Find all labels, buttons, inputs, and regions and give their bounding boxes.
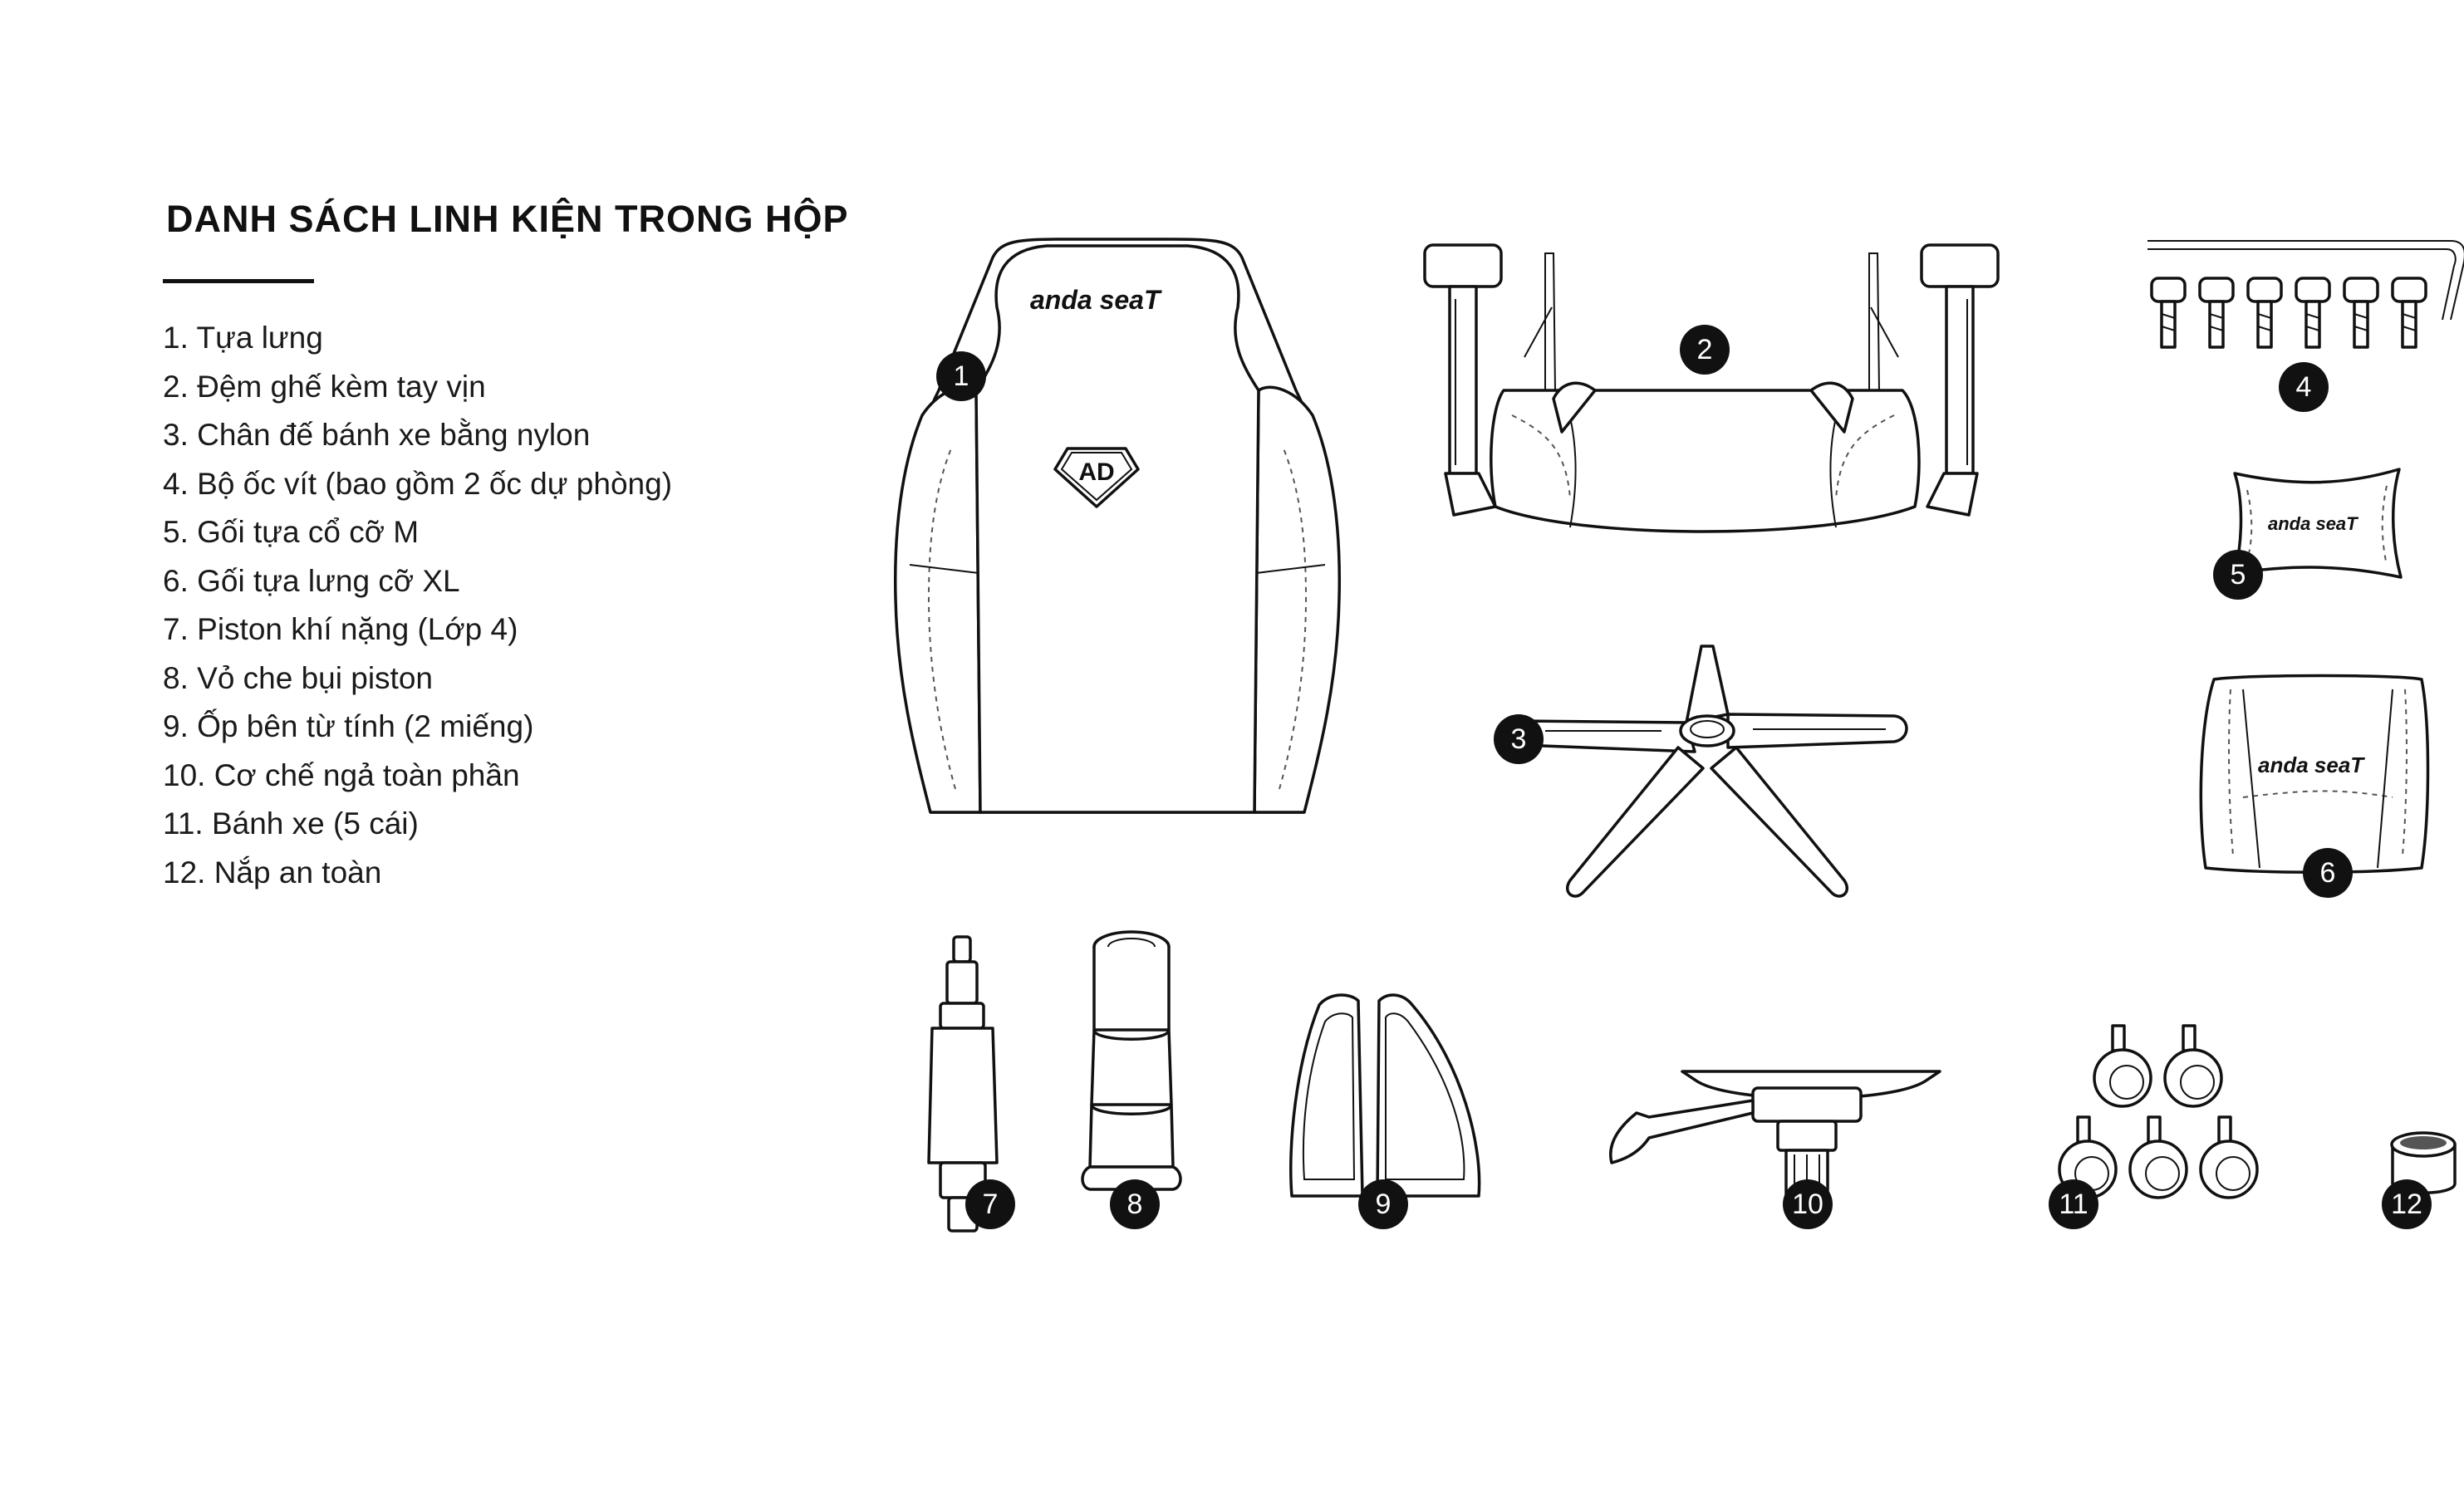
parts-list-item: 8. Vỏ che bụi piston xyxy=(163,660,433,695)
svg-text:1: 1 xyxy=(953,360,969,392)
svg-text:8: 8 xyxy=(1126,1189,1143,1220)
magnetic-side-covers-illustration xyxy=(1291,995,1480,1196)
screw xyxy=(2393,278,2426,347)
parts-list-item: 7. Piston khí nặng (Lớp 4) xyxy=(163,612,518,646)
parts-list-item: 11. Bánh xe (5 cái) xyxy=(163,806,419,841)
svg-text:9: 9 xyxy=(1375,1189,1392,1220)
caster xyxy=(2094,1026,2151,1106)
badge-1 xyxy=(936,351,986,401)
badge-8 xyxy=(1110,1179,1160,1229)
svg-text:10: 10 xyxy=(1792,1189,1823,1220)
wheelbase-illustration xyxy=(1508,644,1907,896)
caster xyxy=(2165,1026,2221,1106)
svg-text:6: 6 xyxy=(2319,857,2336,889)
badge-12 xyxy=(2382,1179,2432,1229)
parts-list-item: 4. Bộ ốc vít (bao gồm 2 ốc dự phòng) xyxy=(163,466,673,501)
seat-with-armrests-illustration xyxy=(1425,245,1998,532)
piston-cover-illustration xyxy=(1082,932,1180,1189)
screw xyxy=(2200,278,2233,347)
svg-text:3: 3 xyxy=(1510,723,1527,755)
neck-pillow-illustration xyxy=(2235,469,2401,577)
screw xyxy=(2344,278,2378,347)
parts-list-item: 1. Tựa lưng xyxy=(163,321,323,355)
screw xyxy=(2296,278,2329,347)
brand-logo-backrest: anda seaT xyxy=(1030,285,1161,315)
badge-10 xyxy=(1783,1179,1833,1229)
badge-2 xyxy=(1680,325,1730,375)
parts-list-item: 10. Cơ chế ngả toàn phần xyxy=(163,757,520,792)
svg-text:2: 2 xyxy=(1696,334,1713,365)
caster xyxy=(2130,1117,2187,1198)
svg-text:11: 11 xyxy=(2059,1189,2089,1220)
parts-list-item: 9. Ốp bên từ tính (2 miếng) xyxy=(163,709,534,743)
badge-11 xyxy=(2049,1179,2098,1229)
caster xyxy=(2201,1117,2257,1198)
badge-3 xyxy=(1494,714,1544,764)
parts-list-item: 5. Gối tựa cổ cỡ M xyxy=(163,515,420,549)
svg-text:4: 4 xyxy=(2295,371,2312,403)
screw xyxy=(2248,278,2281,347)
svg-text:AD: AD xyxy=(1078,458,1115,486)
parts-list-item: 12. Nắp an toàn xyxy=(163,855,382,890)
backrest-illustration xyxy=(896,239,1340,812)
screw xyxy=(2152,278,2185,347)
page-title: DANH SÁCH LINH KIỆN TRONG HỘP xyxy=(166,198,849,240)
brand-logo-neck-pillow: anda seaT xyxy=(2268,513,2358,534)
casters-illustration xyxy=(2059,1026,2257,1198)
tilt-mechanism-illustration xyxy=(1611,1071,1940,1196)
parts-list-item: 3. Chân đế bánh xe bằng nylon xyxy=(163,418,591,452)
parts-list-item: 6. Gối tựa lưng cỡ XL xyxy=(163,563,460,598)
svg-text:12: 12 xyxy=(2391,1189,2422,1220)
badge-5 xyxy=(2213,550,2263,600)
badge-4 xyxy=(2279,362,2329,412)
parts-list-item: 2. Đệm ghế kèm tay vịn xyxy=(163,369,486,404)
badge-9 xyxy=(1358,1179,1408,1229)
svg-text:7: 7 xyxy=(982,1189,999,1220)
svg-text:5: 5 xyxy=(2230,559,2246,591)
screw-set-illustration xyxy=(2147,241,2464,347)
badge-6 xyxy=(2303,848,2353,898)
brand-logo-lumbar-pillow: anda seaT xyxy=(2258,752,2364,777)
badge-7 xyxy=(965,1179,1015,1229)
lumbar-pillow-illustration xyxy=(2201,676,2427,873)
